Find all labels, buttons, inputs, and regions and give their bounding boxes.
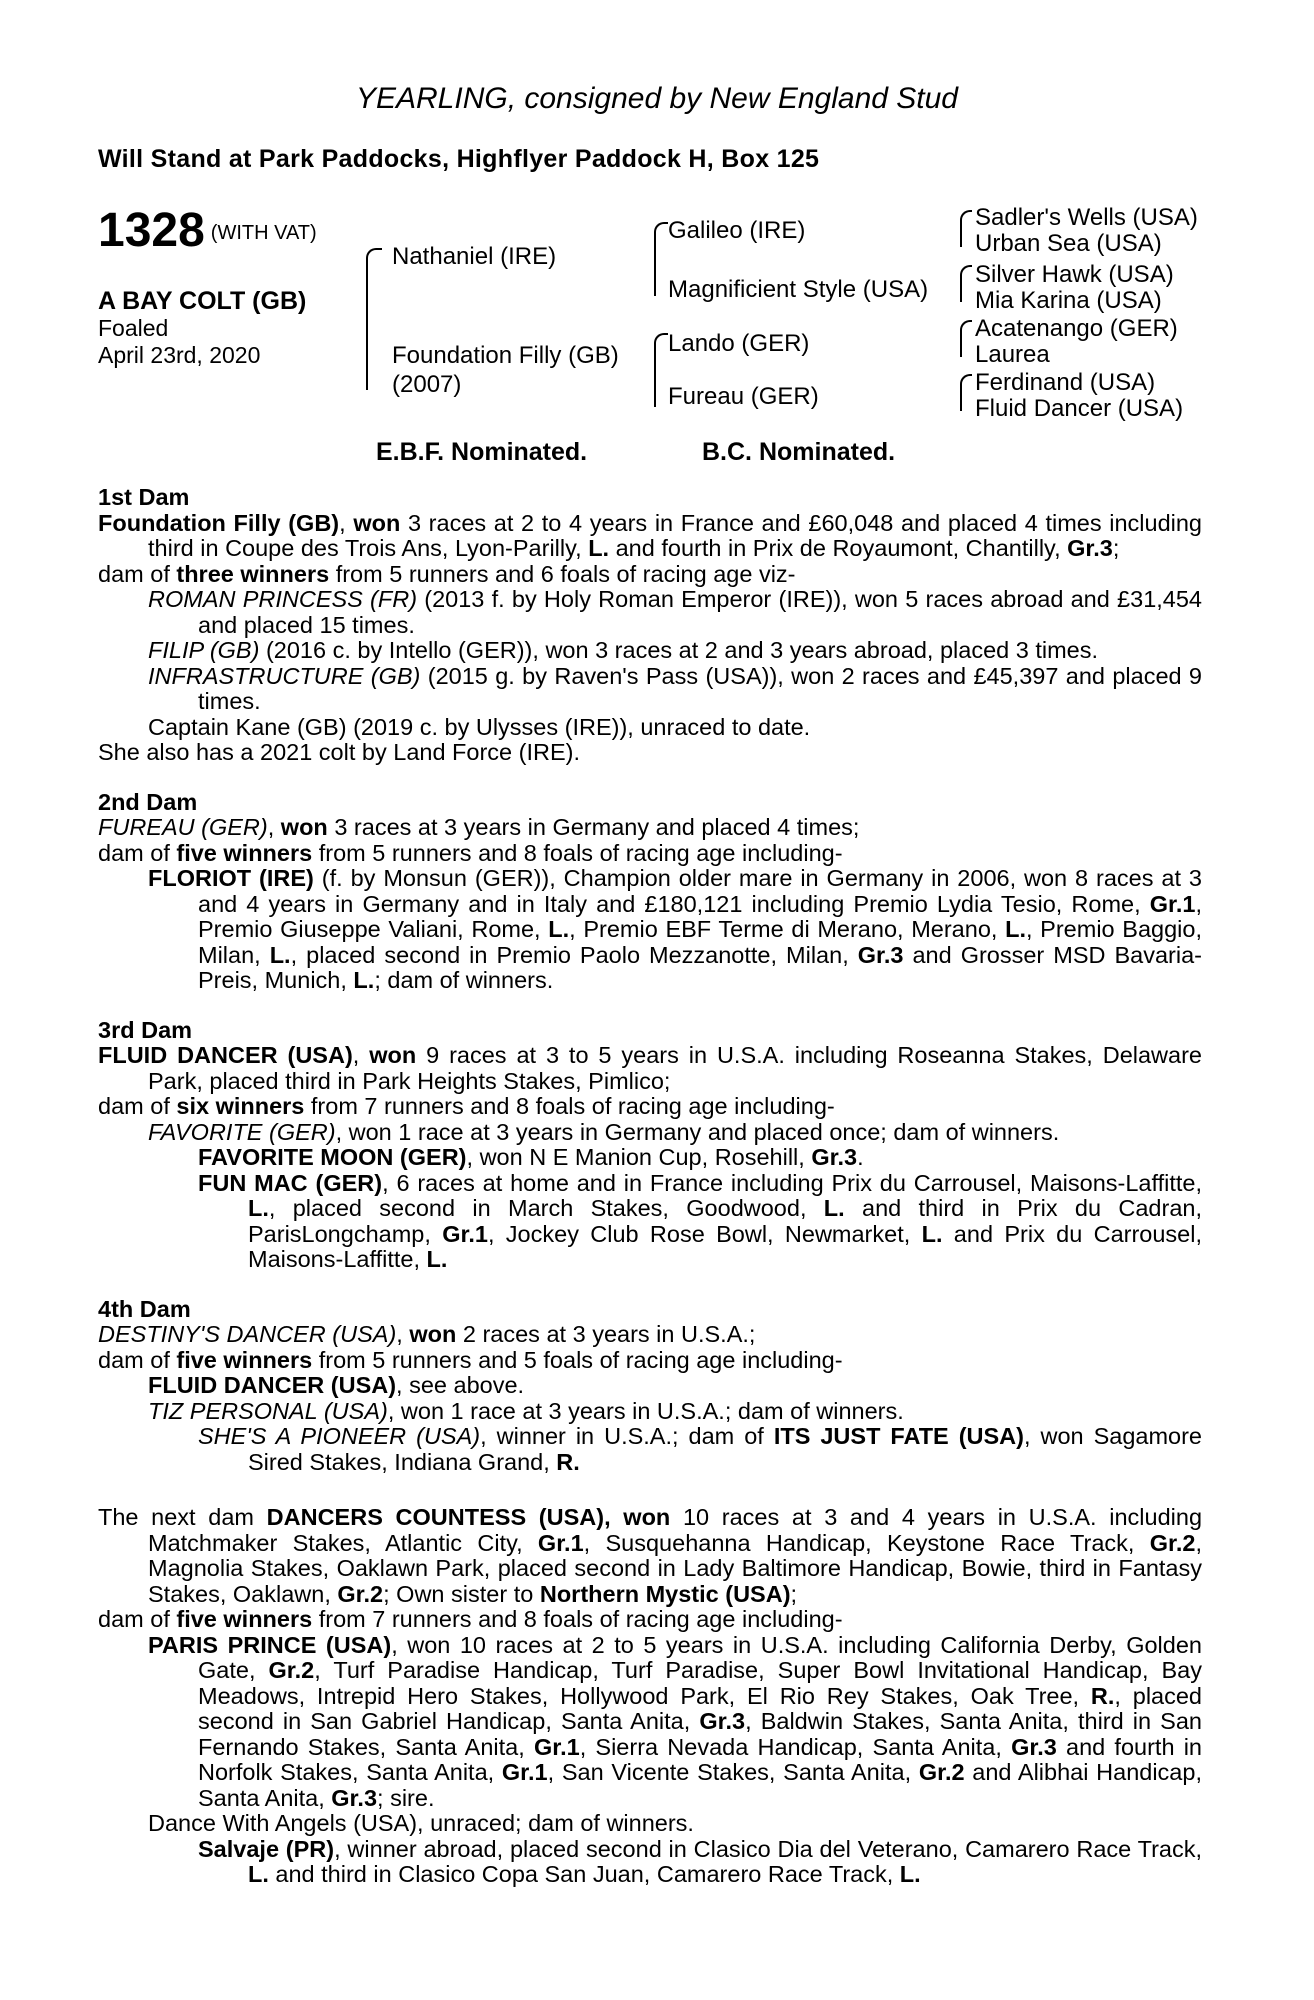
stand-location: Will Stand at Park Paddocks, Highflyer Paddock H, Box 125 [98,145,820,173]
dam5-g1-l1: L. [248,1861,269,1887]
dam5-o1-i: ; sire. [377,1784,435,1811]
dam2-dam-of-a: dam of [98,839,177,866]
dam5-e: ; [790,1580,798,1607]
dam3-g2-gr1: Gr.1 [442,1220,488,1247]
dam3-g2-l2: L. [823,1195,845,1221]
dam3-g2-c: and third in Prix du Cadran, ParisLongchamp, [248,1195,1202,1247]
dam2-record-text: 3 races at 3 years in Germany and placed 4 times; [327,814,860,840]
dam1-o2-name: FILIP (GB) [148,637,260,663]
dam5-gr2a: Gr.2 [1149,1529,1196,1556]
dam1-dam-of-b: from 5 runners and 6 foals of racing age viz- [329,560,796,587]
foaled-date: April 23rd, 2020 [98,342,261,368]
dam4-o2-name: TIZ PERSONAL (USA) [148,1397,388,1424]
dam1-record-a: 3 races at 2 to 4 years in France and £60,048 and placed 4 times including third in Coupe des Trois Ans, Lyon-Parilly, [148,509,1202,561]
pedigree-bracket-main [366,248,382,390]
dam5-won: , won [604,1504,671,1530]
dam1-also: She also has a 2021 colt by Land Force (IRE). [98,739,581,765]
dam5-o1-gr3a: Gr.3 [699,1708,746,1734]
pedigree-g7: Ferdinand (USA) [975,369,1156,396]
dam4-offspring-1 [98,1373,1202,1399]
dam3-g2-name: FUN MAC (GER) [198,1169,383,1196]
pedigree-dam-dam: Fureau (GER) [668,383,819,410]
dam5-g1-a: , winner abroad, placed second in Clasico Dia del Veterano, Camarero Race Track, [334,1835,1202,1862]
dam3-name: FLUID DANCER (USA) [98,1042,353,1068]
dam3-record-text: 9 races at 3 to 5 years in U.S.A. including Roseanna Stakes, Delaware Park, placed third in Park Heights Stakes, Pimlico; [148,1042,1202,1094]
dam5-o1-d: , Baldwin Stakes, Santa Anita, third in San Fernando Stakes, Santa Anita, [198,1708,1202,1760]
pedigree-g4: Mia Karina (USA) [975,287,1162,314]
dam1-produce-summary [98,562,1202,588]
pedigree-sire-sire: Galileo (IRE) [668,217,806,244]
dam3-g1-b: . [857,1144,864,1170]
dam3-g2-a: , 6 races at home and in France including Prix du Carrousel, Maisons-Laffitte, [382,1169,1203,1196]
dam3-o1-text: , won 1 race at 3 years in Germany and placed once; dam of winners. [335,1118,1060,1145]
dam2-gr3: Gr.3 [857,941,904,968]
dam5-winners: five winners [176,1606,313,1632]
dam2-o1-name: FLORIOT (IRE) [148,865,314,891]
pedigree-dam: Foundation Filly (GB) [392,342,619,369]
dam2-produce-summary [98,841,1202,867]
dam4-winners: five winners [176,1346,313,1373]
dam2-l4: L. [353,967,375,993]
lot-number-value: 1328 [98,204,205,257]
dam5-intro: The next dam [98,1504,267,1530]
dam3-g1-a: , won N E Manion Cup, Rosehill, [466,1144,812,1170]
dam2-dam-of-b: from 5 runners and 8 foals of racing age including- [312,839,843,866]
dam1-o2-text: (2016 c. by Intello (GER)), won 3 races at 2 and 3 years abroad, placed 3 times. [259,637,1099,663]
dam1-l1: L. [588,535,610,561]
dam2-won: won [280,814,328,840]
dam1-record-b: and fourth in Prix de Royaumont, Chantilly, [609,535,1068,561]
dam3-g2-e: and Prix du Carrousel, Maisons-Laffitte, [248,1220,1203,1272]
dam3-offspring-1 [98,1120,1202,1146]
dam1-dam-of-a: dam of [98,560,177,587]
dam5-o1-r: R. [1090,1682,1115,1709]
pedigree-bracket-dam [654,333,668,407]
dam4-name: DESTINY'S DANCER (USA) [98,1321,397,1347]
pedigree-g5: Acatenango (GER) [975,315,1178,342]
dam5-name: DANCERS COUNTESS (USA) [266,1504,605,1530]
dam3-g2-l3: L. [921,1220,943,1247]
dam1-o3-text: (2015 g. by Raven's Pass (USA)), won 2 races and £45,397 and placed 9 times. [198,662,1203,714]
dam5-grandoffspring-1 [98,1837,1202,1888]
vat-note: (WITH VAT) [210,221,317,244]
dam3-dam-of-a: dam of [98,1093,177,1119]
dam5-o1-e: , Sierra Nevada Handicap, Santa Anita, [579,1733,1012,1760]
dam5-g1-name: Salvaje (PR) [198,1835,335,1862]
dam5-produce-summary [98,1607,1202,1633]
dam3-produce-summary [98,1094,1202,1120]
dam4-won: won [409,1321,457,1347]
dam3-dam-of-b: from 7 runners and 8 foals of racing age including- [304,1093,835,1119]
dam1-offspring-3 [98,664,1202,715]
dam3-grandoffspring-2 [98,1171,1202,1273]
dam2-winners: five winners [176,839,313,866]
dam5-gr2b: Gr.2 [337,1580,384,1607]
dam5-dam-of-b: from 7 runners and 8 foals of racing age including- [312,1606,843,1632]
dam3-won: won [369,1042,417,1068]
dam4-dam-of-a: dam of [98,1346,177,1373]
pedigree-dam-sire: Lando (GER) [668,330,810,357]
dam1-record: Foundation Filly (GB), won 3 races at 2 to 4 years in France and £60,048 and placed 4 times including third in Coupe des Trois Ans, Lyon-Parilly, L. and fourth in Prix de Royaumont, Chantilly, Gr.3; [98,509,1202,561]
pedigree-g6: Laurea [975,341,1050,368]
dam5-g1-l2: L. [899,1861,921,1887]
dam5-o1-f: and fourth in Norfolk Stakes, Santa Anita, [198,1733,1202,1785]
dam4-o1-text: , see above. [396,1372,525,1398]
dam1-heading: 1st Dam [98,484,190,510]
lot-title: A BAY COLT (GB) [98,287,307,315]
dam5-o1-g: , San Vicente Stakes, Santa Anita, [547,1759,919,1785]
pedigree-bracket-g34 [960,265,972,302]
dam1-offspring-1 [98,587,1202,638]
dam5-b: , Susquehanna Handicap, Keystone Race Track, [583,1529,1150,1556]
dam5-sister: Northern Mystic (USA) [539,1580,791,1607]
pedigree-bracket-g12 [960,210,972,247]
dam2-heading: 2nd Dam [98,788,198,815]
dam1-gr3: Gr.3 [1067,535,1113,561]
dam4-g1-r: R. [556,1448,580,1475]
dam2-l2: L. [1005,916,1026,942]
pedigree-g3: Silver Hawk (USA) [975,261,1174,288]
dam1-o1-text: (2013 f. by Holy Roman Emperor (IRE)), won 5 races abroad and £31,454 and placed 15 times. [198,586,1202,638]
pedigree-g1: Sadler's Wells (USA) [975,204,1198,231]
dam2-offspring-1 [98,866,1202,994]
dam4-o1-name: FLUID DANCER (USA) [148,1372,397,1398]
dam4-o2-text: , won 1 race at 3 years in U.S.A.; dam of winners. [387,1397,904,1424]
pedigree-dam-year: (2007) [392,371,462,398]
pedigree-bracket-g78 [960,374,972,411]
pedigree-g2: Urban Sea (USA) [975,230,1162,257]
dam4-grandoffspring-1 [98,1424,1202,1475]
dam4-record-text: 2 races at 3 years in U.S.A.; [456,1321,756,1347]
dam4-g1-a: , winner in U.S.A.; dam of [480,1423,774,1449]
bc-nomination: B.C. Nominated. [702,438,896,466]
consignment-line: YEARLING, consigned by New England Stud [355,82,958,115]
dam1-offspring-4: Captain Kane (GB) (2019 c. by Ulysses (IRE)), unraced to date. [148,713,811,740]
dam4-record: DESTINY'S DANCER (USA), won 2 races at 3 years in U.S.A.; [98,1321,756,1347]
catalogue-body [98,485,1202,1888]
pedigree-bracket-g56 [960,320,972,357]
dam5-a: 10 races at 3 and 4 years in U.S.A. including Matchmaker Stakes, Atlantic City, [148,1504,1203,1556]
dam4-produce-summary [98,1348,1202,1374]
dam5-o1-gr2a: Gr.2 [268,1657,315,1683]
pedigree-sire: Nathaniel (IRE) [392,243,557,270]
pedigree-bracket-sire [654,222,668,296]
dam1-o1-name: ROMAN PRINCESS (FR) [148,586,418,612]
dam4-g1-bold: ITS JUST FATE (USA) [773,1423,1024,1449]
dam5-o1-gr2b: Gr.2 [918,1759,965,1785]
dam5-c: , Magnolia Stakes, Oaklawn Park, placed second in Lady Baltimore Handicap, Bowie, third in Fantasy Stakes, Oaklawn, [148,1529,1202,1607]
dam2-name: FUREAU (GER) [98,814,268,840]
dam3-g2-l4: L. [426,1246,448,1272]
dam5-d: ; Own sister to [383,1580,540,1607]
dam3-grandoffspring-1 [98,1145,1202,1171]
dam5-o1-b: , Turf Paradise Handicap, Turf Paradise, Super Bowl Invitational Handicap, Bay Meadows, Intrepid Hero Stakes, Hollywood Park, El Rio Rey Stakes, Oak Tree, [198,1657,1202,1709]
dam4-offspring-2 [98,1399,1202,1425]
dam5-o1-a: , won 10 races at 2 to 5 years in U.S.A. including California Derby, Golden Gate, [198,1631,1202,1683]
dam5-o1-gr3c: Gr.3 [331,1784,378,1811]
dam3-g1-name: FAVORITE MOON (GER) [198,1144,467,1170]
dam1-winners: three winners [176,560,330,587]
dam2-o1-g: ; dam of winners. [374,967,554,993]
foaled-label: Foaled [98,315,169,341]
dam3-o1-name: FAVORITE (GER) [148,1118,336,1145]
dam5-dam-of-a: dam of [98,1606,177,1632]
pedigree-g8: Fluid Dancer (USA) [975,395,1184,422]
dam3-g2-b: , placed second in March Stakes, Goodwood, [268,1195,824,1221]
dam2-o1-d: , Premio Baggio, Milan, [198,916,1202,968]
dam5-o1-gr3b: Gr.3 [1011,1733,1057,1760]
dam2-o1-a: (f. by Monsun (GER)), Champion older mare in Germany in 2006, won 8 races at 3 and 4 years in Germany and in Italy and £180,121 including Premio Lydia Tesio, Rome, [198,865,1202,917]
dam2-l3: L. [269,941,291,968]
dam5-offspring-2: Dance With Angels (USA), unraced; dam of winners. [148,1810,694,1836]
dam2-gr1: Gr.1 [1149,890,1196,917]
dam5-gr1: Gr.1 [537,1529,584,1556]
dam3-winners: six winners [176,1093,305,1119]
dam4-g1-b: , won Sagamore Sired Stakes, Indiana Grand, [248,1423,1202,1475]
dam2-l1: L. [548,916,570,942]
dam5-o1-name: PARIS PRINCE (USA) [148,1631,392,1658]
dam2-record: FUREAU (GER), won 3 races at 3 years in Germany and placed 4 times; [98,814,860,840]
dam1-offspring-2 [98,638,1202,664]
dam3-g2-d: , Jockey Club Rose Bowl, Newmarket, [487,1220,922,1247]
dam3-g1-gr3: Gr.3 [811,1144,858,1170]
dam2-o1-e: , placed second in Premio Paolo Mezzanotte, Milan, [290,941,858,968]
dam1-record-end: ; [1112,535,1120,561]
dam1-won: won [353,509,401,536]
pedigree-sire-dam: Magnificient Style (USA) [668,276,929,303]
dam3-record: FLUID DANCER (USA), won 9 races at 3 to 5 years in U.S.A. including Roseanna Stakes, Delaware Park, placed third in Park Heights Stakes, Pimlico; [98,1042,1202,1094]
dam5-o1-gr1a: Gr.1 [533,1733,580,1760]
dam4-heading: 4th Dam [98,1295,191,1322]
dam4-dam-of-b: from 5 runners and 5 foals of racing age including- [312,1346,843,1373]
dam3-g2-l1: L. [248,1195,269,1221]
ebf-nomination: E.B.F. Nominated. [376,438,588,466]
dam5-record [98,1505,1202,1607]
dam5-offspring-1 [98,1633,1202,1812]
dam2-o1-c: , Premio EBF Terme di Merano, Merano, [569,916,1006,942]
dam3-heading: 3rd Dam [98,1016,193,1043]
dam5-g1-b: and third in Clasico Copa San Juan, Camarero Race Track, [268,1861,900,1887]
lot-number [98,203,317,258]
dam2-o1-b: , Premio Giuseppe Valiani, Rome, [198,890,1202,942]
dam2-o1-f: and Grosser MSD Bavaria-Preis, Munich, [198,941,1202,993]
dam4-g1-name: SHE'S A PIONEER (USA) [198,1423,481,1449]
dam1-name: Foundation Filly (GB) [98,509,340,536]
dam5-o1-c: , placed second in San Gabriel Handicap, Santa Anita, [198,1682,1203,1734]
dam5-o1-h: and Alibhai Handicap, Santa Anita, [198,1759,1202,1811]
dam5-o1-gr1b: Gr.1 [501,1759,548,1785]
dam1-o3-name: INFRASTRUCTURE (GB) [148,662,421,689]
